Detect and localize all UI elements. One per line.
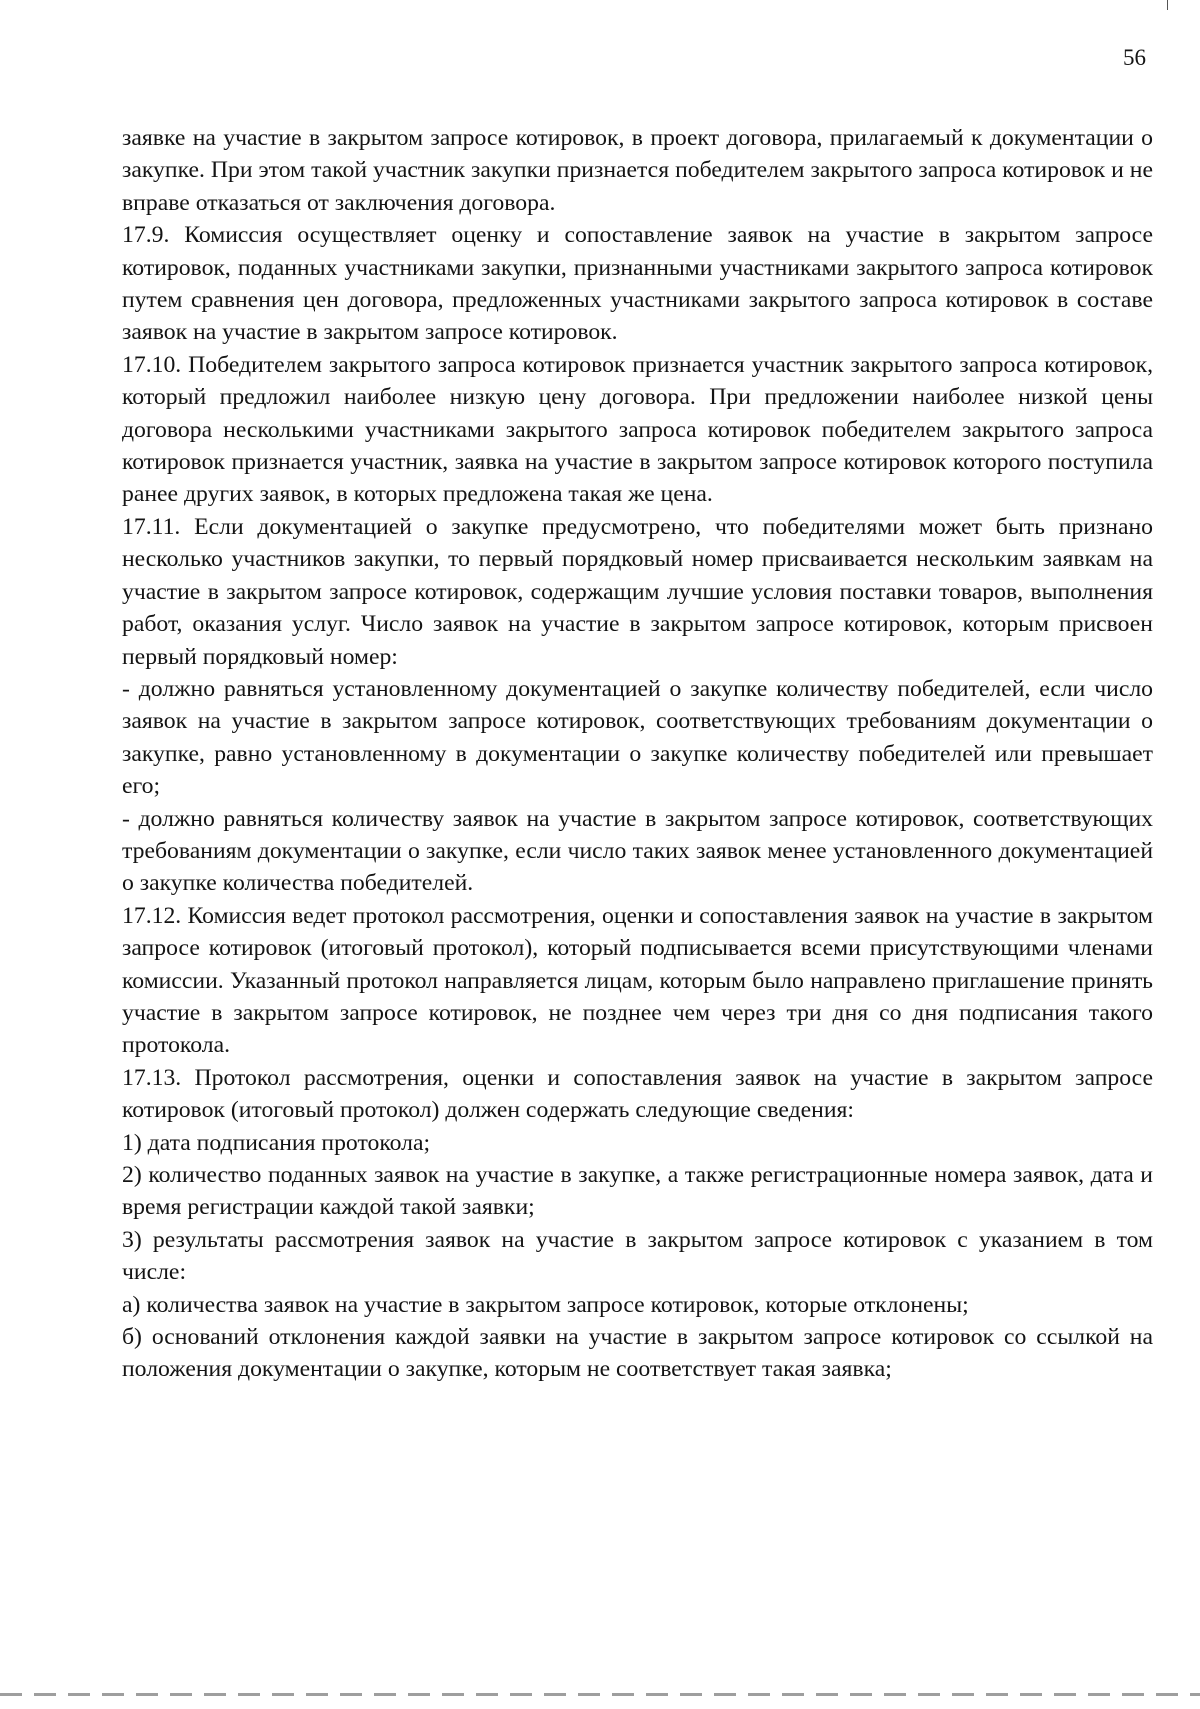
list-item-a: а) количества заявок на участие в закрытом запросе котировок, которые отклонены;: [122, 1291, 969, 1318]
document-body: [122, 122, 1153, 1386]
list-item-3: 3) результаты рассмотрения заявок на участие в закрытом запросе котировок с указанием в том числе:: [122, 1226, 1153, 1286]
list-item-1: 1) дата подписания протокола;: [122, 1129, 431, 1156]
paragraph-17-10: 17.10. Победителем закрытого запроса котировок признается участник закрытого запроса котировок, который предложил наиболее низкую цену договора. При предложении наиболее низкой цены договора несколькими участниками закрытого запроса котировок победителем закрытого запроса котировок признается участник, заявка на участие в закрытом запросе котировок которого поступила ранее других заявок, в которых предложена такая же цена.: [122, 351, 1153, 508]
paragraph-continuation: заявке на участие в закрытом запросе котировок, в проект договора, прилагаемый к документации о закупке. При этом такой участник закупки признается победителем закрытого запроса котировок и не вправе отказаться от заключения договора.: [122, 125, 1153, 216]
paragraph-17-11: 17.11. Если документацией о закупке предусмотрено, что победителями может быть признано несколько участников закупки, то первый порядковый номер присваивается нескольким заявкам на участие в закрытом запросе котировок, содержащим лучшие условия поставки товаров, выполнения работ, оказания услуг. Число заявок на участие в закрытом запросе котировок, которым присвоен первый порядковый номер:: [122, 513, 1153, 670]
paragraph-17-12: 17.12. Комиссия ведет протокол рассмотрения, оценки и сопоставления заявок на участие в закрытом запросе котировок (итоговый протокол), который подписывается всеми присутствующими членами комиссии. Указанный протокол направляется лицам, которым было направлено приглашение принять участие в закрытом запросе котировок, не позднее чем через три дня со дня подписания такого протокола.: [122, 902, 1153, 1059]
list-item-2: 2) количество поданных заявок на участие в закупке, а также регистрационные номера заявок, дата и время регистрации каждой такой заявки;: [122, 1162, 1153, 1221]
paragraph-17-13: 17.13. Протокол рассмотрения, оценки и сопоставления заявок на участие в закрытом запросе котировок (итоговый протокол) должен содержать следующие сведения:: [122, 1064, 1153, 1124]
page-number: 56: [1123, 45, 1146, 70]
list-item-dash-2: - должно равняться количеству заявок на участие в закрытом запросе котировок, соответствующих требованиям документации о закупке, если число таких заявок менее установленного документацией о закупке количества победителей.: [122, 805, 1153, 897]
list-item-dash-1: - должно равняться установленному документацией о закупке количеству победителей, если число заявок на участие в закрытом запросе котировок, соответствующих требованиям документации о закупке, равно установленному в документации о закупке количеству победителей или превышает его;: [122, 675, 1153, 800]
paragraph-17-9: 17.9. Комиссия осуществляет оценку и сопоставление заявок на участие в закрытом запросе котировок, поданных участниками закупки, признанными участниками закрытого запроса котировок путем сравнения цен договора, предложенных участниками закрытого запроса котировок в составе заявок на участие в закрытом запросе котировок.: [122, 222, 1153, 346]
scan-bottom-edge: [0, 1693, 1200, 1696]
list-item-b: б) оснований отклонения каждой заявки на участие в закрытом запросе котировок со ссылкой на положения документации о закупке, которым не соответствует такая заявка;: [122, 1324, 1153, 1383]
scan-edge-mark: [1167, 0, 1168, 10]
